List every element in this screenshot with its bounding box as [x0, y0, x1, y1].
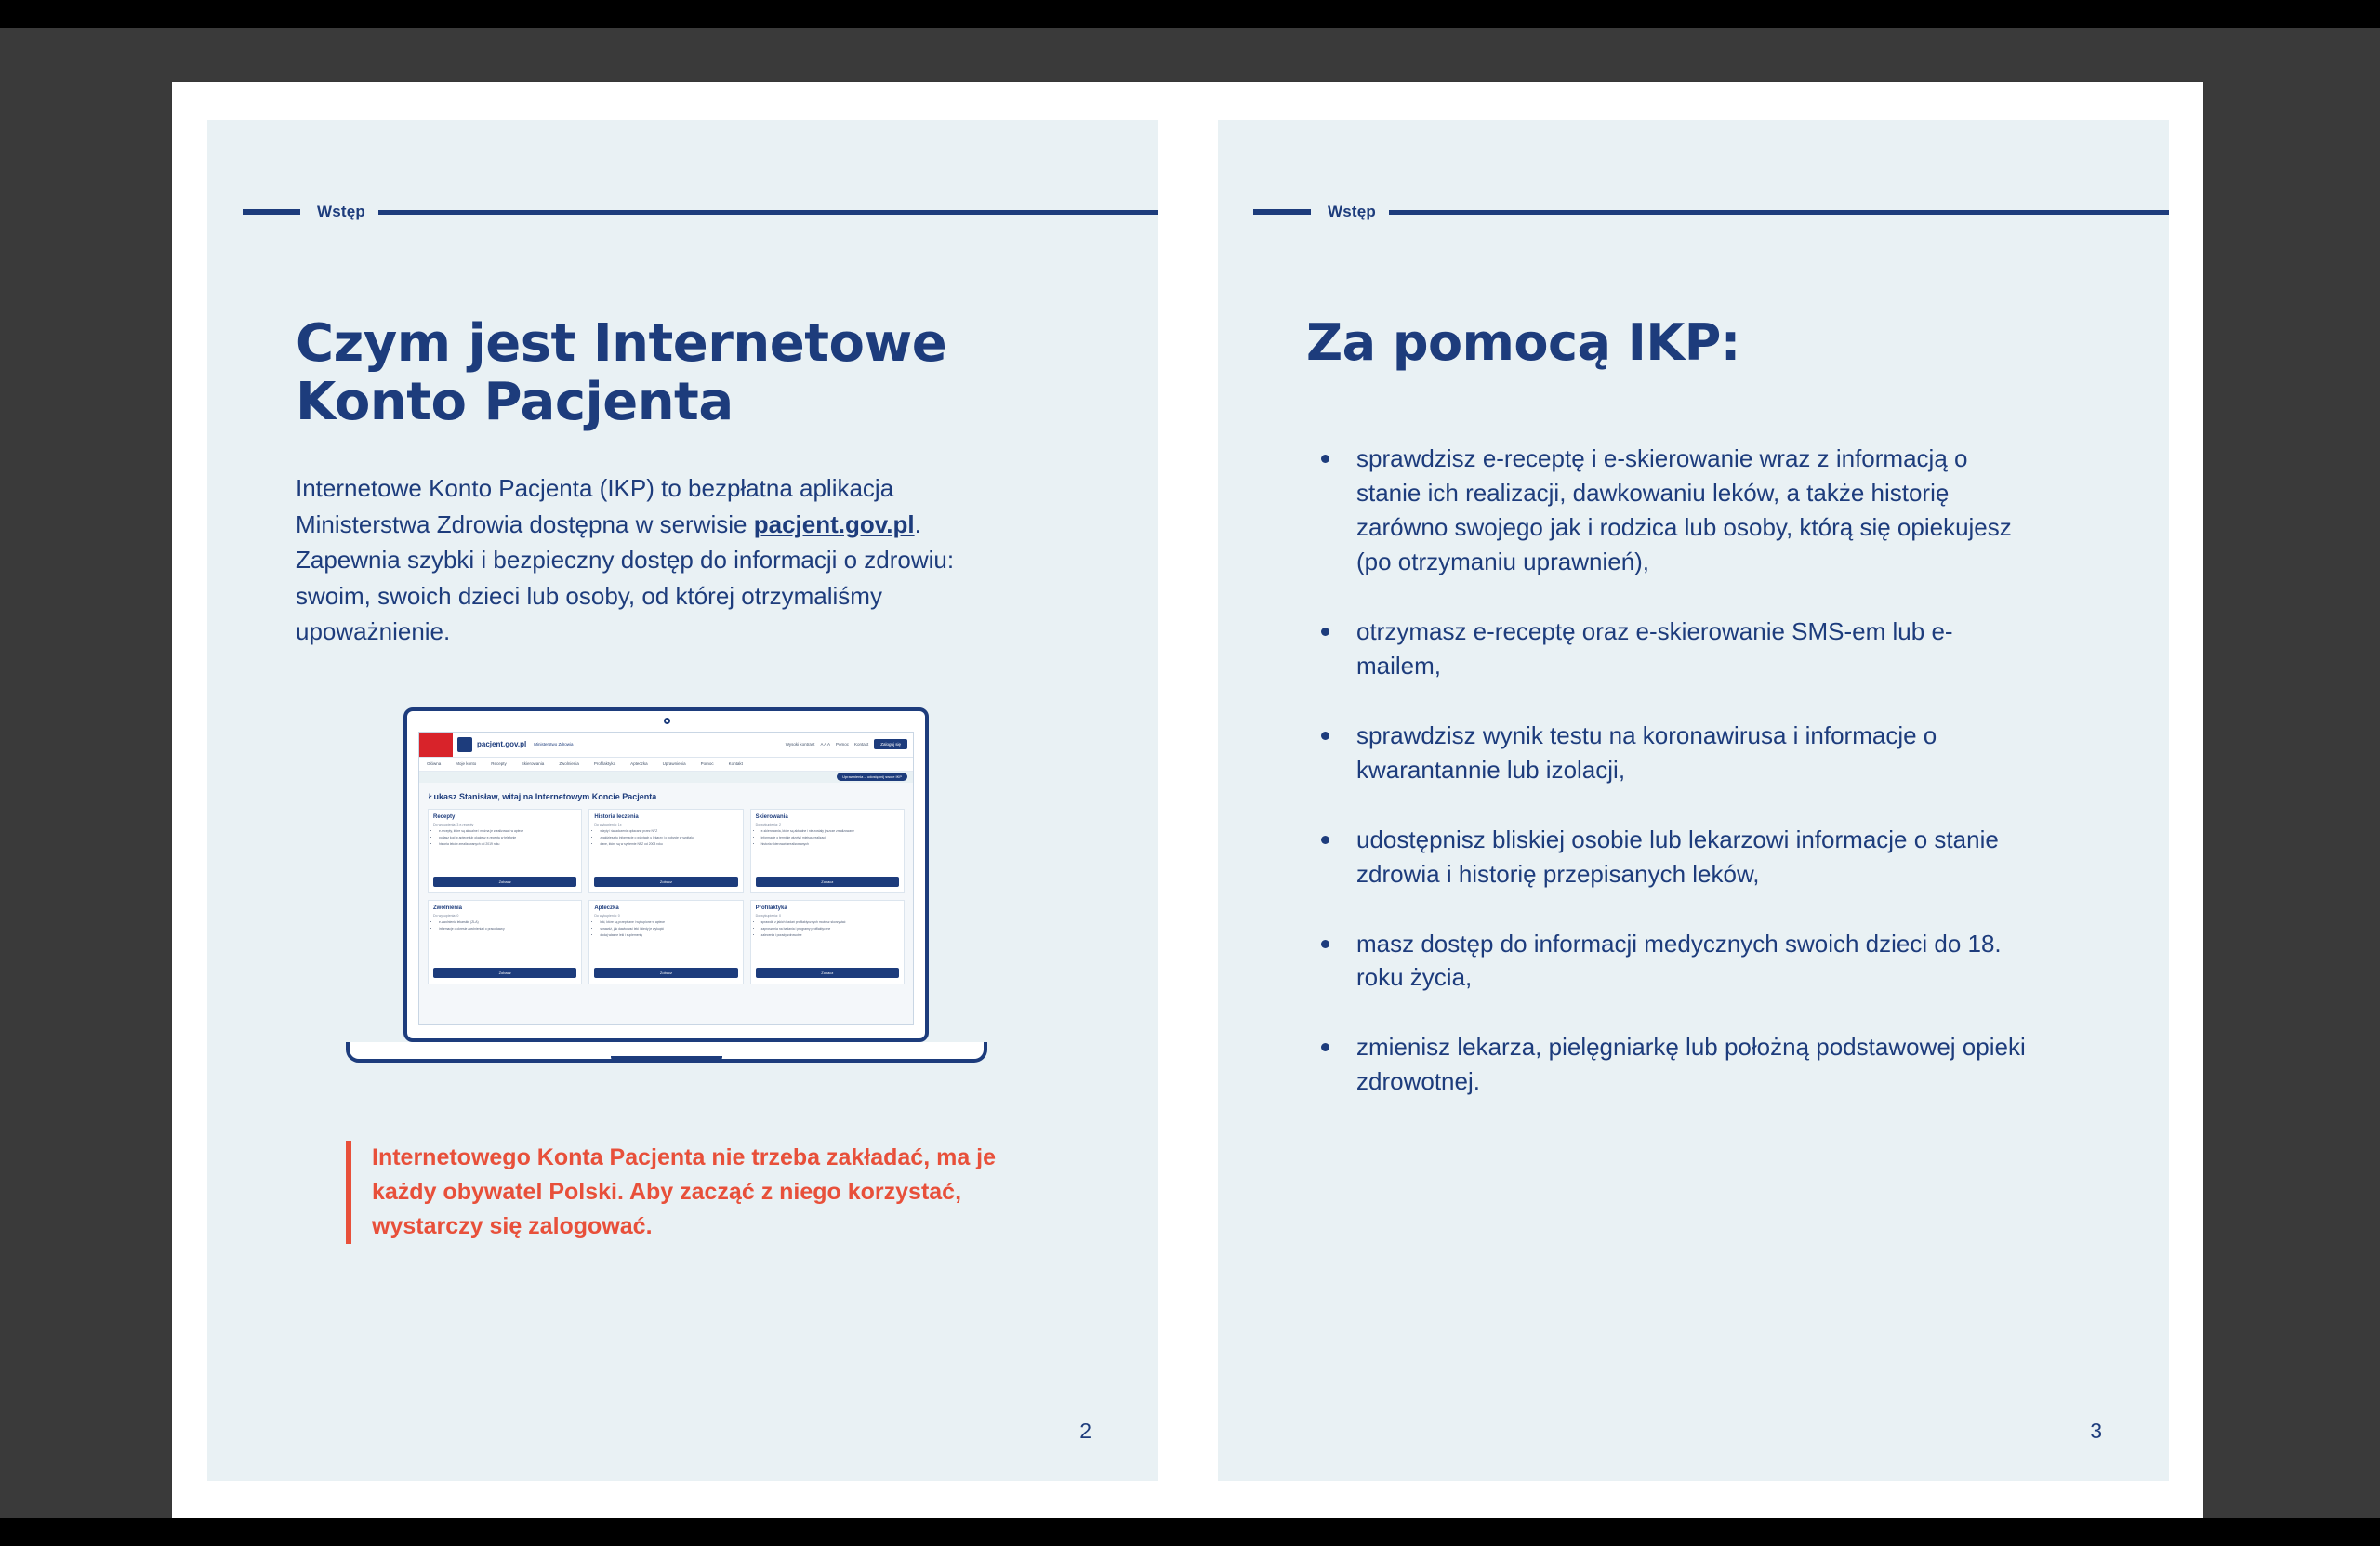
ikp-card-button[interactable]: Zobacz	[756, 968, 899, 978]
ikp-card-list	[594, 829, 737, 849]
ikp-card-list-item: • dodaj własne leki i suplementy	[600, 933, 737, 938]
header-tick-icon	[243, 209, 300, 215]
ikp-card-subtitle: Do wykupienia: 0	[755, 913, 782, 918]
ikp-card-list-item: • historia leków zrealizowanych od 2019 roku	[439, 842, 576, 847]
page-header-right	[1218, 203, 2169, 220]
ikp-card-subtitle: Do wykupienia: 0	[433, 913, 459, 918]
ikp-card-list-item: • wizyty i świadczenia opłacane przez NFZ	[600, 829, 737, 834]
intro-text-part1: Internetowe Konto Pacjenta (IKP) to bezpłatna aplikacja Ministerstwa Zdrowia dostępna w serwisie	[296, 474, 894, 538]
ikp-card-list	[756, 829, 899, 849]
ikp-brand: pacjent.gov.pl	[477, 740, 527, 749]
ikp-card-list	[433, 829, 576, 849]
ikp-card-list-item: • e-zwolnienia lekarskie (ZLA)	[439, 920, 576, 925]
ikp-card-list	[433, 920, 576, 933]
ikp-nav-item-6[interactable]: Apteczka	[630, 761, 648, 767]
list-item: sprawdzisz wynik testu na koronawirusa i informacje o kwarantannie lub izolacji,	[1306, 719, 2026, 787]
laptop-screen	[403, 707, 929, 1042]
document-page-right	[1218, 120, 2169, 1481]
ikp-card-subtitle: Do wykupienia: 0	[594, 913, 620, 918]
ikp-card-list	[594, 920, 737, 940]
ikp-card-title: Historia leczenia	[594, 813, 639, 820]
callout-text: Internetowego Konta Pacjenta nie trzeba zakładać, ma je każdy obywatel Polski. Aby zacząć z niego korzystać, wystarczy się zalogować.	[372, 1143, 997, 1239]
ikp-toplink-2[interactable]: Pomoc	[835, 742, 849, 747]
ikp-card-subtitle: Do wykupienia: 3 e-recepty	[433, 822, 474, 826]
ikp-card[interactable]	[588, 900, 743, 984]
list-item: otrzymasz e-receptę oraz e-skierowanie SMS-em lub e-mailem,	[1306, 614, 2026, 683]
list-item: masz dostęp do informacji medycznych swoich dzieci do 18. roku życia,	[1306, 927, 2026, 996]
ikp-nav-item-9[interactable]: Kontakt	[728, 761, 743, 767]
ikp-card-list-item: • podasz kod w aptece lub okażesz e-receptę w telefonie	[439, 836, 576, 840]
document-page-left	[207, 120, 1158, 1481]
ikp-card-button[interactable]: Zobacz	[594, 968, 737, 978]
ikp-nav-item-5[interactable]: Profilaktyka	[593, 761, 616, 767]
ikp-nav-item-2[interactable]: Recepty	[491, 761, 507, 767]
list-item: udostępnisz bliskiej osobie lub lekarzowi informacje o stanie zdrowia i historię przepisanych leków,	[1306, 823, 2026, 892]
ikp-card-list-item: • informacje o terminie wizyty i miejscu realizacji	[761, 836, 899, 840]
ikp-nav-item-4[interactable]: Zwolnienia	[559, 761, 579, 767]
page-spread	[207, 120, 2169, 1481]
ikp-card-list-item: • leki, które są przepisane i wykupione w aptece	[600, 920, 737, 925]
features-list	[1306, 442, 2104, 1099]
ikp-main-nav	[419, 758, 913, 772]
ikp-card-list-item: • e-skierowania, które są aktualne i nie zostały jeszcze zrealizowane	[761, 829, 899, 834]
ikp-card-title: Zwolnienia	[433, 905, 463, 911]
ikp-card-list-item: • e-recepty, które są aktualne i można je zrealizować w aptece	[439, 829, 576, 834]
pacjent-gov-pl-link[interactable]: pacjent.gov.pl	[753, 509, 915, 538]
ikp-toplink-3[interactable]: Kontakt	[853, 742, 869, 747]
intro-text-part2: . Zapewnia szybki i bezpieczny dostęp do informacji o zdrowiu: swoim, swoich dzieci lub osoby, od której otrzymaliśmy upoważnienie.	[296, 509, 955, 646]
ikp-toplink-1[interactable]: A A A	[820, 742, 830, 747]
ikp-card-button[interactable]: Zobacz	[756, 877, 899, 887]
ikp-promo-band	[419, 772, 913, 783]
ikp-card-subtitle: Do wykupienia: 1x	[594, 822, 622, 826]
ikp-topbar	[419, 733, 913, 758]
ikp-toplink-0[interactable]: Wysoki kontrast	[785, 742, 815, 747]
laptop-notch	[611, 1056, 722, 1061]
ikp-card-list-item: • znajdziesz tu informacje o wizytach u lekarzy i o pobycie w szpitalu	[600, 836, 737, 840]
section-label-left: Wstęp	[317, 203, 365, 220]
page-body-right	[1306, 315, 2104, 1134]
page-title-right: Za pomocą IKP:	[1306, 313, 1740, 372]
viewer-bottom-bar	[0, 1518, 2380, 1546]
ikp-nav-item-1[interactable]: Moje konto	[456, 761, 477, 767]
ikp-card-list-item: • historia skierowań zrealizowanych	[761, 842, 899, 847]
list-item: sprawdzisz e-receptę i e-skierowanie wraz z informacją o stanie ich realizacji, dawkowaniu leków, a także historię zarówno swojego jak i rodzica lub osoby, którą się opiekujesz (po otrzymaniu uprawnień),	[1306, 442, 2026, 579]
polish-flag-icon	[419, 733, 453, 757]
page-header-left	[207, 203, 1158, 220]
ikp-card-list-item: • zalecenia i porady zdrowotne	[761, 933, 899, 938]
ikp-card-title: Skierowania	[755, 813, 788, 820]
page-sheet	[172, 82, 2203, 1518]
laptop-camera-icon	[664, 718, 670, 724]
ikp-screenshot	[418, 732, 914, 1025]
ikp-login-button[interactable]: Zaloguj się	[874, 739, 907, 749]
ikp-nav-item-0[interactable]: Główna	[427, 761, 442, 767]
ikp-card-subtitle: Do wykupienia: 2	[755, 822, 782, 826]
ikp-promo-pill[interactable]: Uprawnienia – udostępnij swoje IKP	[837, 773, 907, 781]
ikp-nav-item-8[interactable]: Pomoc	[700, 761, 714, 767]
laptop-illustration	[346, 707, 987, 1079]
ikp-card[interactable]	[750, 809, 905, 893]
ikp-ministry-label: Ministerstwo Zdrowia	[534, 741, 574, 747]
section-label-right: Wstęp	[1328, 203, 1376, 220]
ikp-card-button[interactable]: Zobacz	[433, 877, 576, 887]
header-rule	[1389, 210, 2169, 215]
ikp-card-list-item: • dane, które są w systemie NFZ od 2008 roku	[600, 842, 737, 847]
page-number-right: 3	[2090, 1419, 2102, 1443]
ikp-card-grid	[419, 809, 913, 993]
ikp-card-list-item: • zaproszenia na badania i programy profilaktyczne	[761, 927, 899, 932]
callout-note	[346, 1141, 1023, 1244]
ikp-welcome-heading: Łukasz Stanisław, witaj na Internetowym Koncie Pacjenta	[429, 791, 657, 801]
ikp-card[interactable]	[428, 900, 582, 984]
ikp-nav-item-3[interactable]: Skierowania	[521, 761, 545, 767]
ikp-card[interactable]	[588, 809, 743, 893]
ikp-card[interactable]	[428, 809, 582, 893]
ikp-card-button[interactable]: Zobacz	[433, 968, 576, 978]
ikp-card-title: Profilaktyka	[755, 905, 787, 911]
ikp-card-title: Recepty	[433, 813, 456, 820]
ikp-card-list-item: • sprawdź, jak dawkować leki i kiedy je wykupić	[600, 927, 737, 932]
page-title-left: Czym jest Internetowe Konto Pacjenta	[296, 313, 947, 432]
header-tick-icon	[1253, 209, 1311, 215]
ikp-card-list	[756, 920, 899, 940]
list-item: zmienisz lekarza, pielęgniarkę lub położną podstawowej opieki zdrowotnej.	[1306, 1030, 2026, 1099]
header-rule	[378, 210, 1158, 215]
ikp-card-title: Apteczka	[594, 905, 619, 911]
ikp-card[interactable]	[750, 900, 905, 984]
eagle-emblem-icon	[457, 737, 472, 752]
ikp-card-list-item: • sprawdź, z jakich badań profilaktycznych możesz skorzystać	[761, 920, 899, 925]
ikp-topbar-right	[786, 739, 913, 749]
ikp-card-list-item: • informacje o okresie zwolnienia i o pracodawcy	[439, 927, 576, 932]
viewer-top-bar	[0, 0, 2380, 28]
ikp-nav-item-7[interactable]: Uprawnienia	[662, 761, 686, 767]
ikp-card-button[interactable]: Zobacz	[594, 877, 737, 887]
intro-paragraph	[296, 470, 1002, 649]
page-number-left: 2	[1079, 1419, 1091, 1443]
page-body-left	[296, 315, 1093, 1244]
